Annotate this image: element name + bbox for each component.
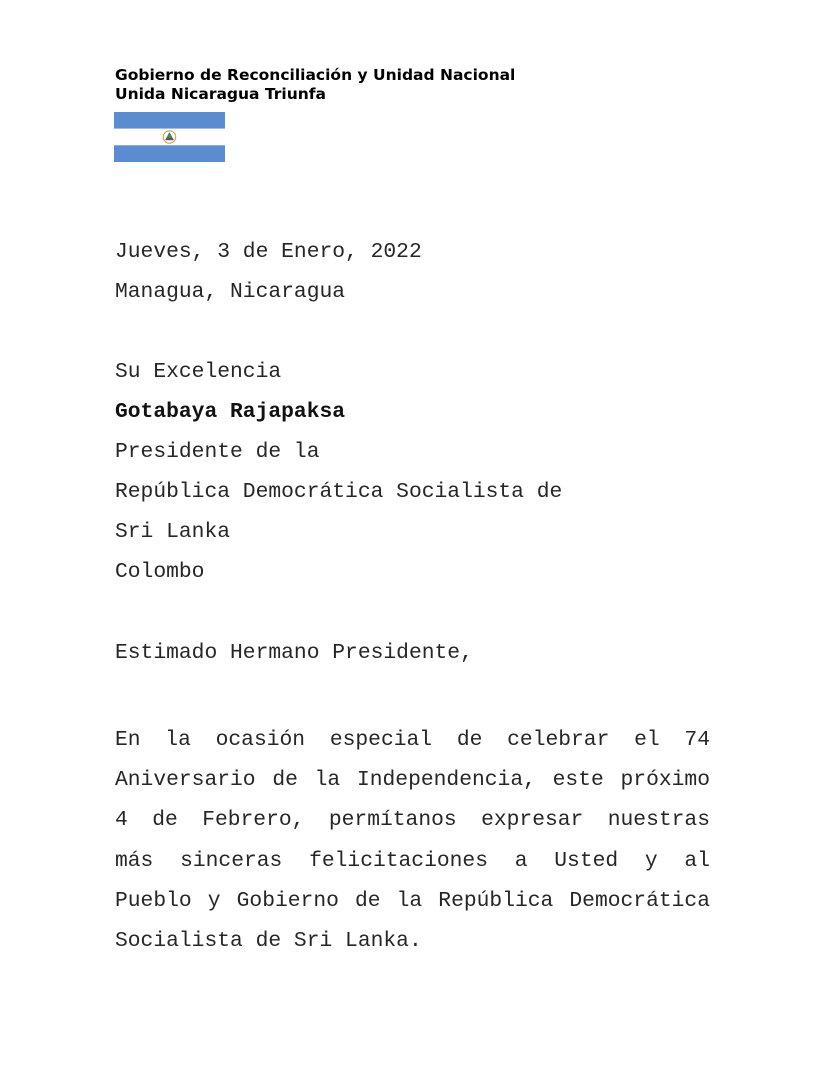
recipient-role-line-2: República Democrática Socialista de [115, 480, 563, 504]
letterhead [115, 66, 515, 104]
body-line: más sinceras felicitaciones a Usted y al [115, 848, 710, 873]
recipient-role-line-1: Presidente de la [115, 440, 320, 464]
recipient-city: Colombo [115, 560, 205, 584]
body-line: 4 de Febrero, permítanos expresar nuestras [115, 808, 710, 833]
nicaragua-flag-icon [114, 112, 225, 162]
letter-date: Jueves, 3 de Enero, 2022 [115, 240, 422, 264]
letterhead-government-name: Gobierno de Reconciliación y Unidad Nacional [115, 66, 516, 84]
letterhead-slogan: Unida Nicaragua Triunfa [115, 85, 327, 103]
salutation: Estimado Hermano Presidente, [115, 641, 473, 665]
recipient-title: Su Excelencia [115, 360, 282, 384]
recipient-name: Gotabaya Rajapaksa [115, 400, 346, 424]
body-line: Pueblo y Gobierno de la República Democrática [115, 888, 710, 913]
recipient-role-line-3: Sri Lanka [115, 520, 231, 544]
body-line: Aniversario de la Independencia, este próximo [115, 768, 710, 793]
letter-body-paragraph [115, 720, 710, 961]
letter-place: Managua, Nicaragua [115, 280, 346, 304]
body-line: En la ocasión especial de celebrar el 74 [115, 728, 710, 752]
body-line: Socialista de Sri Lanka. [115, 928, 422, 953]
